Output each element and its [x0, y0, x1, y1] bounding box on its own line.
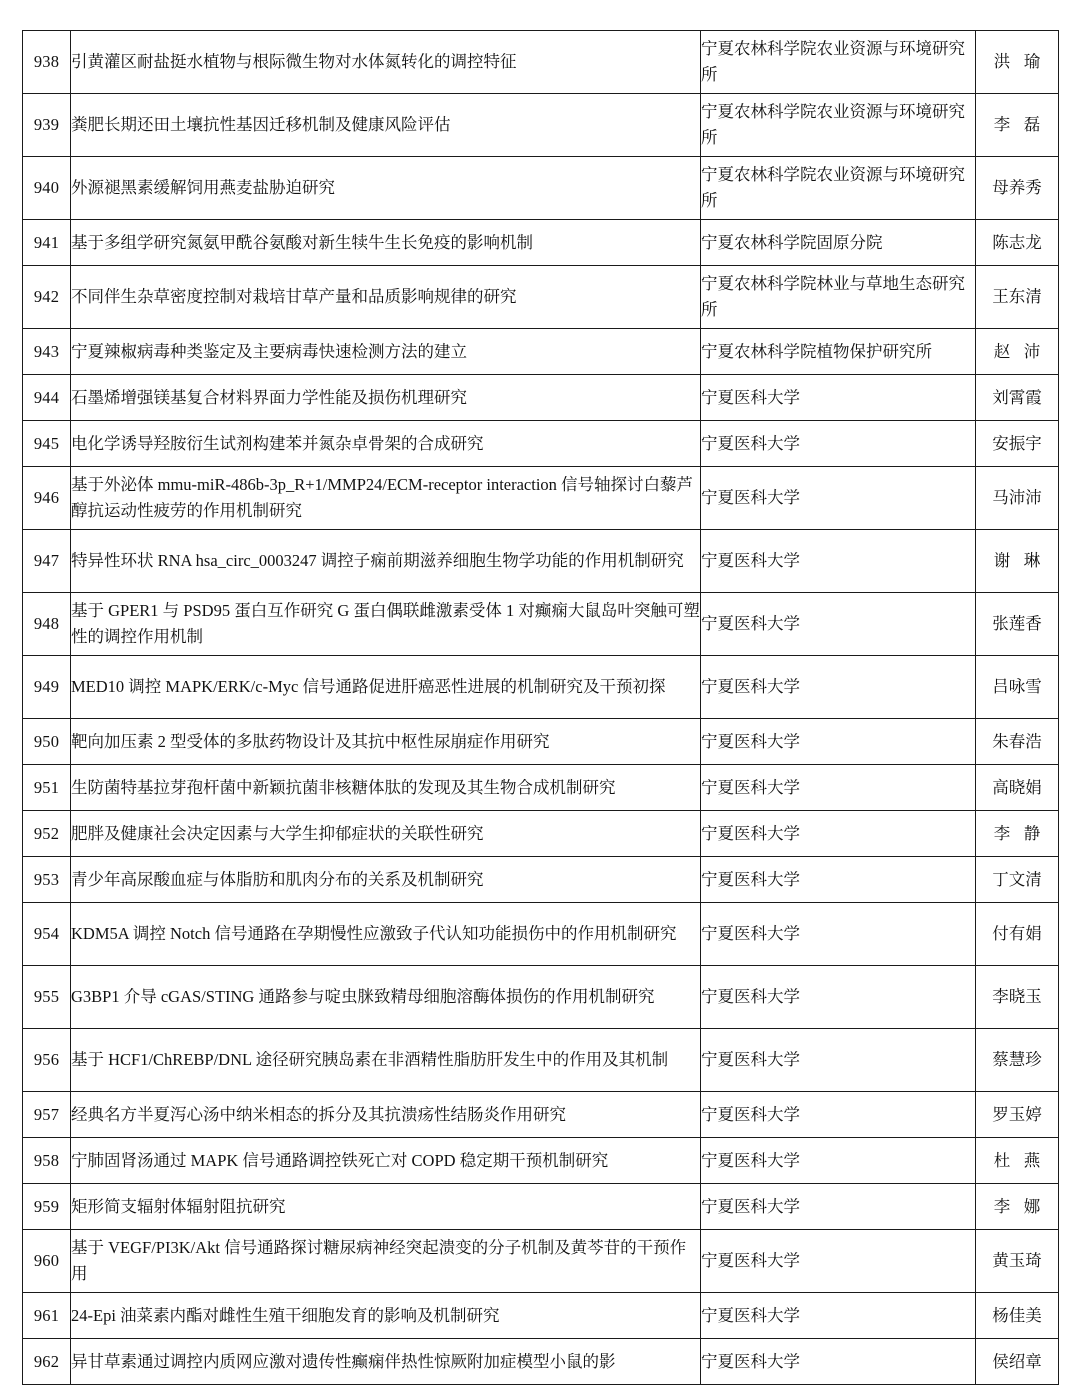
- project-title-cell: G3BP1 介导 cGAS/STING 通路参与啶虫脒致精母细胞溶酶体损伤的作用机制研究: [71, 966, 701, 1029]
- project-leader-cell: 李娜: [976, 1184, 1059, 1230]
- project-institution-cell: 宁夏医科大学: [701, 966, 976, 1029]
- table-row: [23, 1339, 1059, 1385]
- project-id-cell: 945: [23, 421, 71, 467]
- project-leader-cell: 马沛沛: [976, 467, 1059, 530]
- project-leader-cell: 赵沛: [976, 329, 1059, 375]
- project-title-cell: 基于外泌体 mmu-miR-486b-3p_R+1/MMP24/ECM-receptor interaction 信号轴探讨白藜芦醇抗运动性疲劳的作用机制研究: [71, 467, 701, 530]
- project-institution-cell: 宁夏医科大学: [701, 903, 976, 966]
- project-title-cell: 宁肺固肾汤通过 MAPK 信号通路调控铁死亡对 COPD 稳定期干预机制研究: [71, 1138, 701, 1184]
- project-id-cell: 943: [23, 329, 71, 375]
- project-leader-cell: 付有娟: [976, 903, 1059, 966]
- table-row: [23, 656, 1059, 719]
- table-row: [23, 266, 1059, 329]
- project-leader-cell: 杨佳美: [976, 1293, 1059, 1339]
- project-leader-cell: 高晓娟: [976, 765, 1059, 811]
- project-institution-cell: 宁夏医科大学: [701, 1029, 976, 1092]
- project-leader-cell: 蔡慧珍: [976, 1029, 1059, 1092]
- table-row: [23, 421, 1059, 467]
- table-row: [23, 903, 1059, 966]
- table-row: [23, 1293, 1059, 1339]
- project-leader-cell: 朱春浩: [976, 719, 1059, 765]
- project-leader-cell: 黄玉琦: [976, 1230, 1059, 1293]
- project-institution-cell: 宁夏医科大学: [701, 530, 976, 593]
- table-row: [23, 1138, 1059, 1184]
- project-title-cell: 生防菌特基拉芽孢杆菌中新颖抗菌非核糖体肽的发现及其生物合成机制研究: [71, 765, 701, 811]
- table-row: [23, 220, 1059, 266]
- project-title-cell: 异甘草素通过调控内质网应激对遗传性癫痫伴热性惊厥附加症模型小鼠的影: [71, 1339, 701, 1385]
- project-title-cell: KDM5A 调控 Notch 信号通路在孕期慢性应激致子代认知功能损伤中的作用机制研究: [71, 903, 701, 966]
- project-id-cell: 955: [23, 966, 71, 1029]
- project-title-cell: 肥胖及健康社会决定因素与大学生抑郁症状的关联性研究: [71, 811, 701, 857]
- project-title-cell: 宁夏辣椒病毒种类鉴定及主要病毒快速检测方法的建立: [71, 329, 701, 375]
- project-leader-cell: 洪瑜: [976, 31, 1059, 94]
- project-title-cell: 基于 GPER1 与 PSD95 蛋白互作研究 G 蛋白偶联雌激素受体 1 对癫痫大鼠岛叶突触可塑性的调控作用机制: [71, 593, 701, 656]
- project-id-cell: 954: [23, 903, 71, 966]
- table-row: [23, 530, 1059, 593]
- table-row: [23, 157, 1059, 220]
- project-leader-cell: 李静: [976, 811, 1059, 857]
- project-title-cell: 基于 HCF1/ChREBP/DNL 途径研究胰岛素在非酒精性脂肪肝发生中的作用及其机制: [71, 1029, 701, 1092]
- project-id-cell: 958: [23, 1138, 71, 1184]
- project-institution-cell: 宁夏医科大学: [701, 593, 976, 656]
- project-leader-cell: 李磊: [976, 94, 1059, 157]
- project-title-cell: 24-Epi 油菜素内酯对雌性生殖干细胞发育的影响及机制研究: [71, 1293, 701, 1339]
- project-institution-cell: 宁夏医科大学: [701, 1339, 976, 1385]
- project-table-body: [23, 31, 1059, 1385]
- project-leader-cell: 吕咏雪: [976, 656, 1059, 719]
- table-row: [23, 765, 1059, 811]
- project-id-cell: 950: [23, 719, 71, 765]
- project-leader-cell: 丁文清: [976, 857, 1059, 903]
- project-id-cell: 952: [23, 811, 71, 857]
- table-row: [23, 1184, 1059, 1230]
- project-leader-cell: 李晓玉: [976, 966, 1059, 1029]
- project-id-cell: 940: [23, 157, 71, 220]
- project-leader-cell: 母养秀: [976, 157, 1059, 220]
- table-row: [23, 1029, 1059, 1092]
- project-institution-cell: 宁夏农林科学院农业资源与环境研究所: [701, 157, 976, 220]
- table-row: [23, 719, 1059, 765]
- project-id-cell: 957: [23, 1092, 71, 1138]
- table-row: [23, 31, 1059, 94]
- project-id-cell: 948: [23, 593, 71, 656]
- project-leader-cell: 罗玉婷: [976, 1092, 1059, 1138]
- project-title-cell: 青少年高尿酸血症与体脂肪和肌肉分布的关系及机制研究: [71, 857, 701, 903]
- project-id-cell: 956: [23, 1029, 71, 1092]
- table-row: [23, 593, 1059, 656]
- project-id-cell: 953: [23, 857, 71, 903]
- project-leader-cell: 张莲香: [976, 593, 1059, 656]
- table-row: [23, 1092, 1059, 1138]
- project-institution-cell: 宁夏医科大学: [701, 1138, 976, 1184]
- project-title-cell: 引黄灌区耐盐挺水植物与根际微生物对水体氮转化的调控特征: [71, 31, 701, 94]
- project-leader-cell: 刘霄霞: [976, 375, 1059, 421]
- project-institution-cell: 宁夏农林科学院农业资源与环境研究所: [701, 31, 976, 94]
- table-row: [23, 375, 1059, 421]
- table-row: [23, 811, 1059, 857]
- project-title-cell: 石墨烯增强镁基复合材料界面力学性能及损伤机理研究: [71, 375, 701, 421]
- project-title-cell: 电化学诱导羟胺衍生试剂构建苯并氮杂卓骨架的合成研究: [71, 421, 701, 467]
- project-leader-cell: 侯绍章: [976, 1339, 1059, 1385]
- project-institution-cell: 宁夏农林科学院农业资源与环境研究所: [701, 94, 976, 157]
- project-id-cell: 961: [23, 1293, 71, 1339]
- project-id-cell: 941: [23, 220, 71, 266]
- project-id-cell: 960: [23, 1230, 71, 1293]
- project-list-table-container: [22, 30, 1058, 1385]
- project-institution-cell: 宁夏医科大学: [701, 1293, 976, 1339]
- project-id-cell: 942: [23, 266, 71, 329]
- project-leader-cell: 安振宇: [976, 421, 1059, 467]
- project-list-table: [22, 30, 1059, 1385]
- project-institution-cell: 宁夏医科大学: [701, 421, 976, 467]
- project-title-cell: 不同伴生杂草密度控制对栽培甘草产量和品质影响规律的研究: [71, 266, 701, 329]
- project-institution-cell: 宁夏医科大学: [701, 1230, 976, 1293]
- project-id-cell: 959: [23, 1184, 71, 1230]
- project-title-cell: 矩形简支辐射体辐射阻抗研究: [71, 1184, 701, 1230]
- project-institution-cell: 宁夏医科大学: [701, 857, 976, 903]
- project-title-cell: 经典名方半夏泻心汤中纳米相态的拆分及其抗溃疡性结肠炎作用研究: [71, 1092, 701, 1138]
- table-row: [23, 94, 1059, 157]
- project-institution-cell: 宁夏农林科学院植物保护研究所: [701, 329, 976, 375]
- project-id-cell: 939: [23, 94, 71, 157]
- project-id-cell: 951: [23, 765, 71, 811]
- project-institution-cell: 宁夏医科大学: [701, 375, 976, 421]
- project-institution-cell: 宁夏医科大学: [701, 467, 976, 530]
- table-row: [23, 1230, 1059, 1293]
- project-institution-cell: 宁夏医科大学: [701, 1092, 976, 1138]
- table-row: [23, 467, 1059, 530]
- project-title-cell: 靶向加压素 2 型受体的多肽药物设计及其抗中枢性尿崩症作用研究: [71, 719, 701, 765]
- project-id-cell: 938: [23, 31, 71, 94]
- project-leader-cell: 王东清: [976, 266, 1059, 329]
- project-title-cell: MED10 调控 MAPK/ERK/c-Myc 信号通路促进肝癌恶性进展的机制研究及干预初探: [71, 656, 701, 719]
- project-institution-cell: 宁夏医科大学: [701, 656, 976, 719]
- project-title-cell: 外源褪黑素缓解饲用燕麦盐胁迫研究: [71, 157, 701, 220]
- table-row: [23, 329, 1059, 375]
- project-title-cell: 粪肥长期还田土壤抗性基因迁移机制及健康风险评估: [71, 94, 701, 157]
- table-row: [23, 966, 1059, 1029]
- project-title-cell: 特异性环状 RNA hsa_circ_0003247 调控子痫前期滋养细胞生物学功能的作用机制研究: [71, 530, 701, 593]
- project-institution-cell: 宁夏农林科学院固原分院: [701, 220, 976, 266]
- project-id-cell: 962: [23, 1339, 71, 1385]
- project-id-cell: 946: [23, 467, 71, 530]
- project-institution-cell: 宁夏农林科学院林业与草地生态研究所: [701, 266, 976, 329]
- project-institution-cell: 宁夏医科大学: [701, 765, 976, 811]
- project-id-cell: 944: [23, 375, 71, 421]
- project-institution-cell: 宁夏医科大学: [701, 811, 976, 857]
- project-leader-cell: 陈志龙: [976, 220, 1059, 266]
- project-id-cell: 949: [23, 656, 71, 719]
- project-institution-cell: 宁夏医科大学: [701, 719, 976, 765]
- project-leader-cell: 杜燕: [976, 1138, 1059, 1184]
- project-id-cell: 947: [23, 530, 71, 593]
- project-title-cell: 基于 VEGF/PI3K/Akt 信号通路探讨糖尿病神经突起溃变的分子机制及黄芩苷的干预作用: [71, 1230, 701, 1293]
- project-title-cell: 基于多组学研究氮氨甲酰谷氨酸对新生犊牛生长免疫的影响机制: [71, 220, 701, 266]
- project-leader-cell: 谢琳: [976, 530, 1059, 593]
- table-row: [23, 857, 1059, 903]
- project-institution-cell: 宁夏医科大学: [701, 1184, 976, 1230]
